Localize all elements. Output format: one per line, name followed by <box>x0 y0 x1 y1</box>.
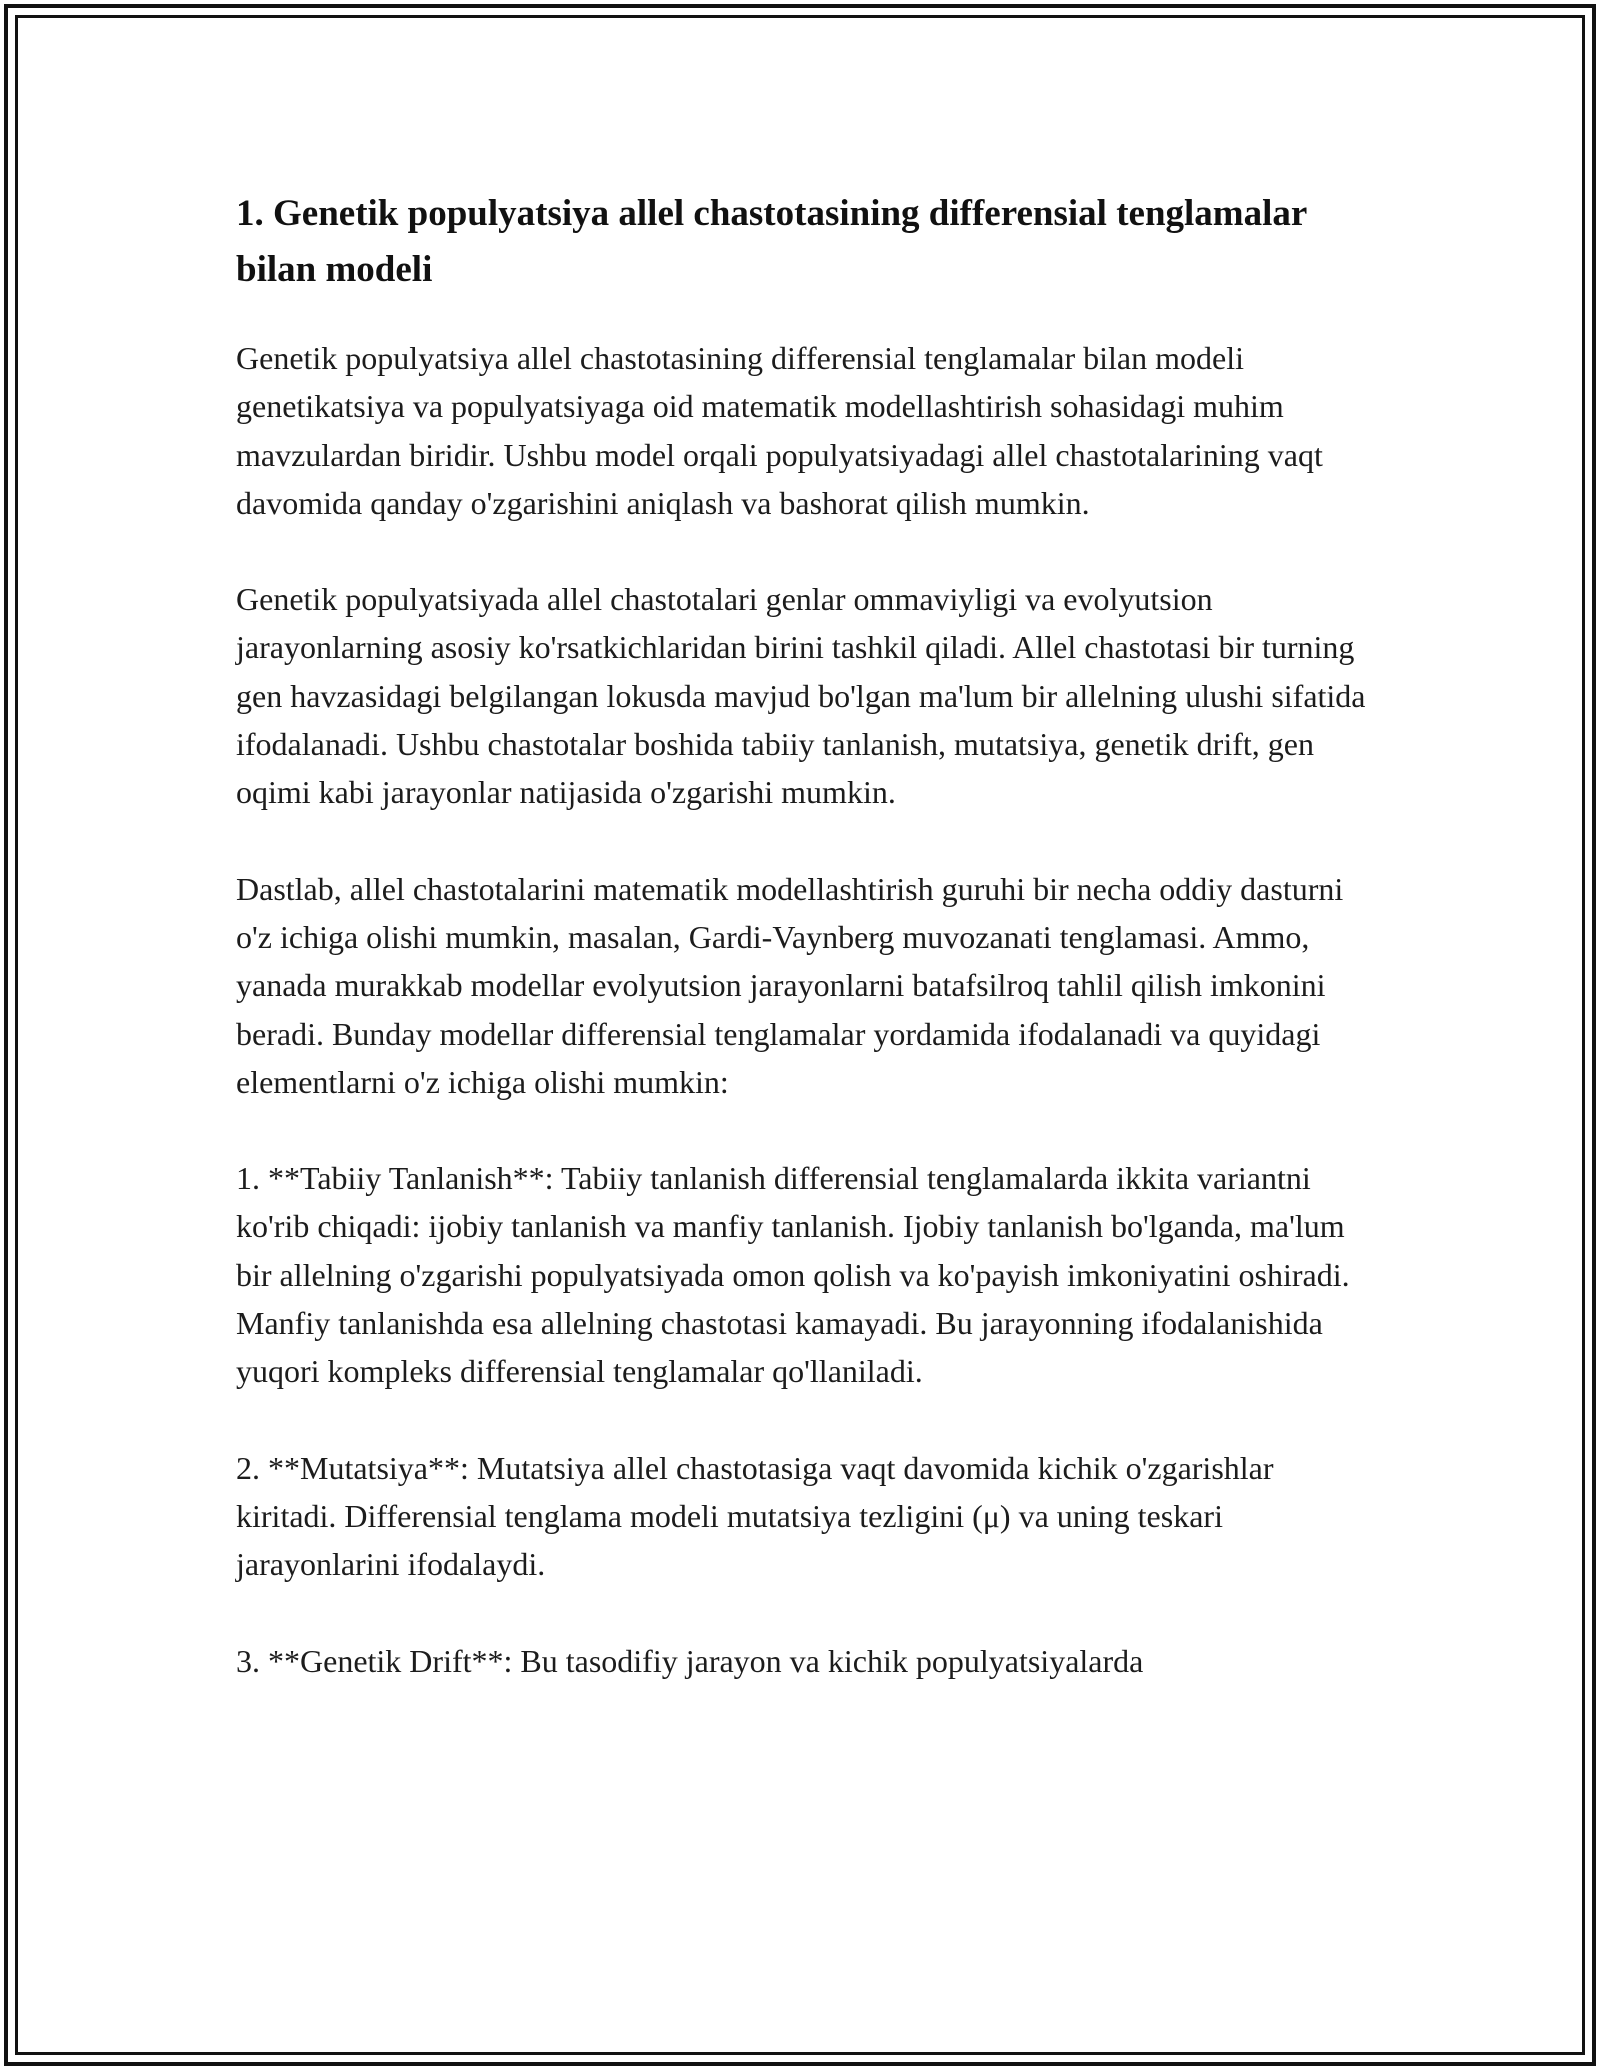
list-item-genetic-drift: 3. **Genetik Drift**: Bu tasodifiy jarayon va kichik populyatsiyalarda <box>236 1642 1144 1679</box>
document-body <box>236 186 1366 1733</box>
paragraph-allel-frequency: Genetik populyatsiyada allel chastotalari genlar ommaviyligi va evolyutsion jarayonlarning asosiy ko'rsatkichlaridan birini tashkil qiladi. Allel chastotasi bir turning gen havzasidagi belgilangan lokusda mavjud bo'lgan ma'lum bir allelning ulushi sifatida ifodalanadi. Ushbu chastotalar boshida tabiiy tanlanish, mutatsiya, genetik drift, gen oqimi kabi jarayonlar natijasida o'zgarishi mumkin. <box>236 581 1366 811</box>
paragraph-modeling: Dastlab, allel chastotalarini matematik modellashtirish guruhi bir necha oddiy dasturni o'z ichiga olishi mumkin, masalan, Gardi-Vaynberg muvozanati tenglamasi. Ammo, yanada murakkab modellar evolyutsion jarayonlarni batafsilroq tahlil qilish imkonini beradi. Bunday modellar differensial tenglamalar yordamida ifodalanadi va quyidagi elementlarni o'z ichiga olishi mumkin: <box>236 870 1344 1100</box>
paragraph-intro: Genetik populyatsiya allel chastotasining differensial tenglamalar bilan modeli genetikatsiya va populyatsiyaga oid matematik modellashtirish sohasidagi muhim mavzulardan biridir. Ushbu model orqali populyatsiyadagi allel chastotalarining vaqt davomida qanday o'zgarishini aniqlash va bashorat qilish mumkin. <box>236 340 1323 521</box>
list-item-mutation: 2. **Mutatsiya**: Mutatsiya allel chastotasiga vaqt davomida kichik o'zgarishlar kiritadi. Differensial tenglama modeli mutatsiya tezligini (μ) va uning teskari jarayonlarini ifodalaydi. <box>236 1449 1274 1583</box>
list-item-natural-selection: 1. **Tabiiy Tanlanish**: Tabiiy tanlanish differensial tenglamalarda ikkita variantni ko'rib chiqadi: ijobiy tanlanish va manfiy tanlanish. Ijobiy tanlanish bo'lganda, ma'lum bir allelning o'zgarishi populyatsiyada omon qolish va ko'payish imkoniyatini oshiradi. Manfiy tanlanishda esa allelning chastotasi kamayadi. Bu jarayonning ifodalanishida yuqori kompleks differensial tenglamalar qo'llaniladi. <box>236 1160 1350 1390</box>
section-heading: 1. Genetik populyatsiya allel chastotasining differensial tenglamalar bilan modeli <box>236 193 1307 290</box>
